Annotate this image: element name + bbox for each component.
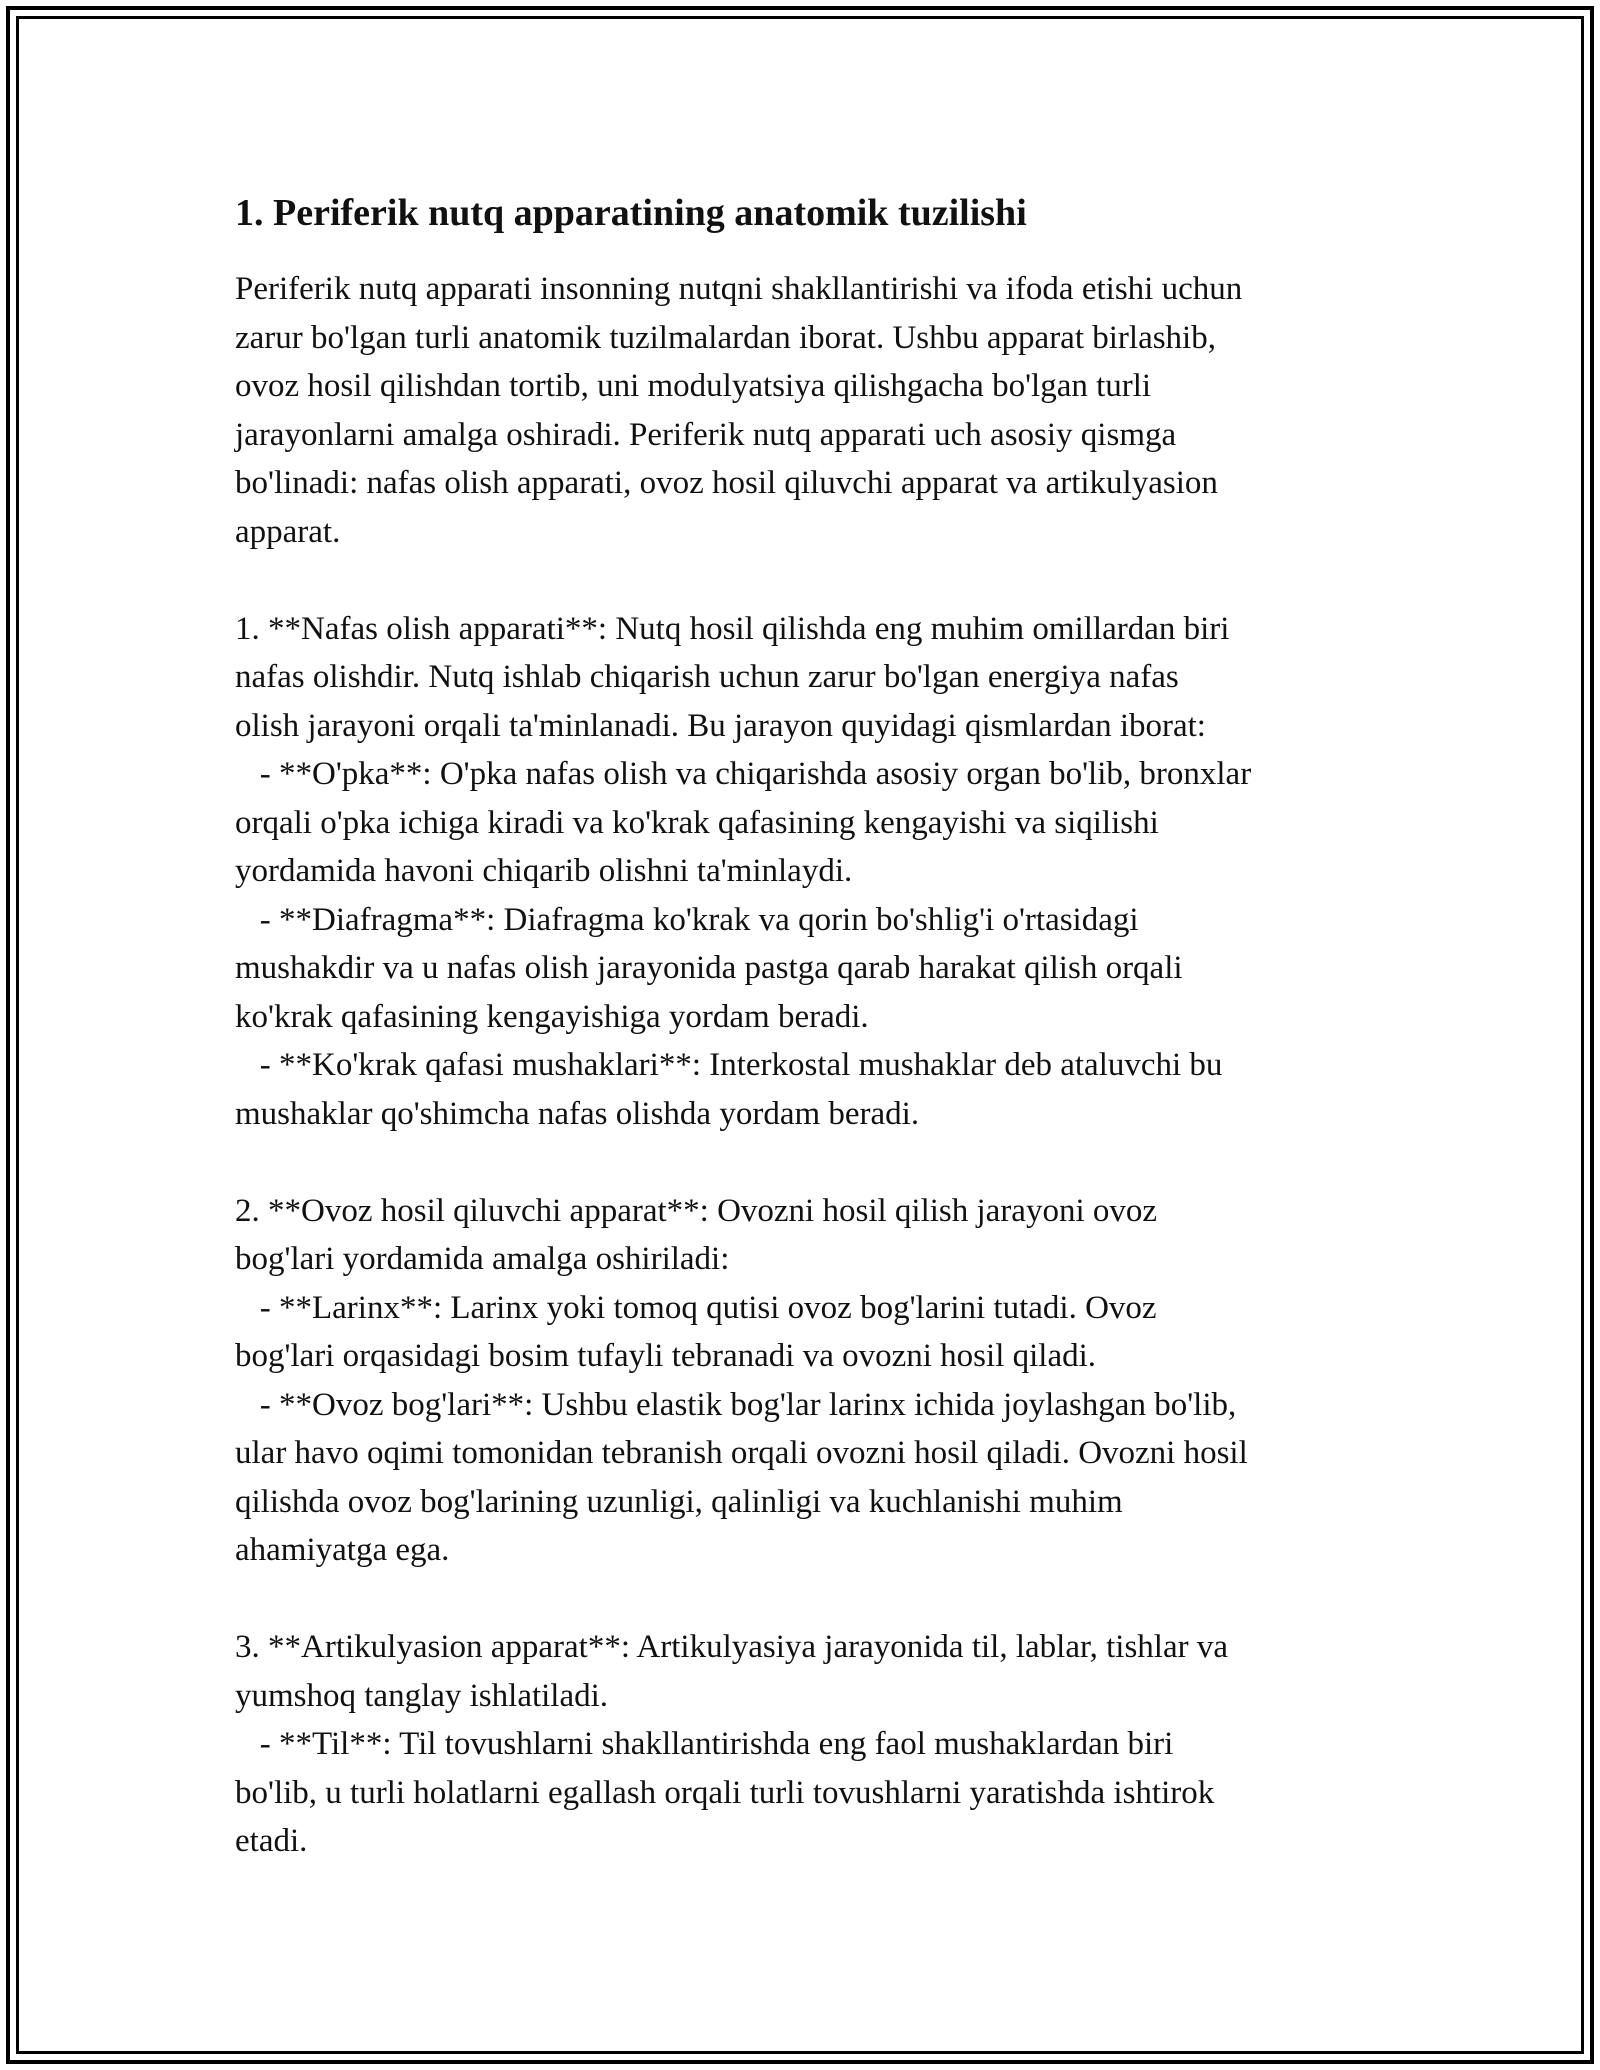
document-content <box>235 185 1380 1866</box>
document-body-text: Periferik nutq apparati insonning nutqni shakllantirishi va ifoda etishi uchun zarur bo'lgan turli anatomik tuzilmalardan iborat. Ushbu apparat birlashib, ovoz hosil qilishdan tortib, uni modulyatsiya qilishgacha bo'lgan turli jarayonlarni amalga oshiradi. Periferik nutq apparati uch asosiy qismga bo'linadi: nafas olish apparati, ovoz hosil qiluvchi apparat va artikulyasion apparat. 1. **Nafas olish apparati**: Nutq hosil qilishda eng muhim omillardan biri nafas olishdir. Nutq ishlab chiqarish uchun zarur bo'lgan energiya nafas olish jarayoni orqali ta'minlanadi. Bu jarayon quyidagi qismlardan iborat: - **O'pka**: O'pka nafas olish va chiqarishda asosiy organ bo'lib, bronxlar orqali o'pka ichiga kiradi va ko'krak qafasining kengayishi va siqilishi yordamida havoni chiqarib olishni ta'minlaydi. - **Diafragma**: Diafragma ko'krak va qorin bo'shlig'i o'rtasidagi mushakdir va u nafas olish jarayonida pastga qarab harakat qilish orqali ko'krak qafasining kengayishiga yordam beradi. - **Ko'krak qafasi mushaklari**: Interkostal mushaklar deb ataluvchi bu mushaklar qo'shimcha nafas olishda yordam beradi. 2. **Ovoz hosil qiluvchi apparat**: Ovozni hosil qilish jarayoni ovoz bog'lari yordamida amalga oshiriladi: - **Larinx**: Larinx yoki tomoq qutisi ovoz bog'larini tutadi. Ovoz bog'lari orqasidagi bosim tufayli tebranadi va ovozni hosil qiladi. - **Ovoz bog'lari**: Ushbu elastik bog'lar larinx ichida joylashgan bo'lib, ular havo oqimi tomonidan tebranish orqali ovozni hosil qiladi. Ovozni hosil qilishda ovoz bog'larining uzunligi, qalinligi va kuchlanishi muhim ahamiyatga ega. 3. **Artikulyasion apparat**: Artikulyasiya jarayonida til, lablar, tishlar va yumshoq tanglay ishlatiladi. - **Til**: Til tovushlarni shakllantirishda eng faol mushaklardan biri bo'lib, u turli holatlarni egallash orqali turli tovushlarni yaratishda ishtirok etadi. <box>235 271 1252 1859</box>
document-title: 1. Periferik nutq apparatining anatomik tuzilishi <box>235 192 1027 234</box>
